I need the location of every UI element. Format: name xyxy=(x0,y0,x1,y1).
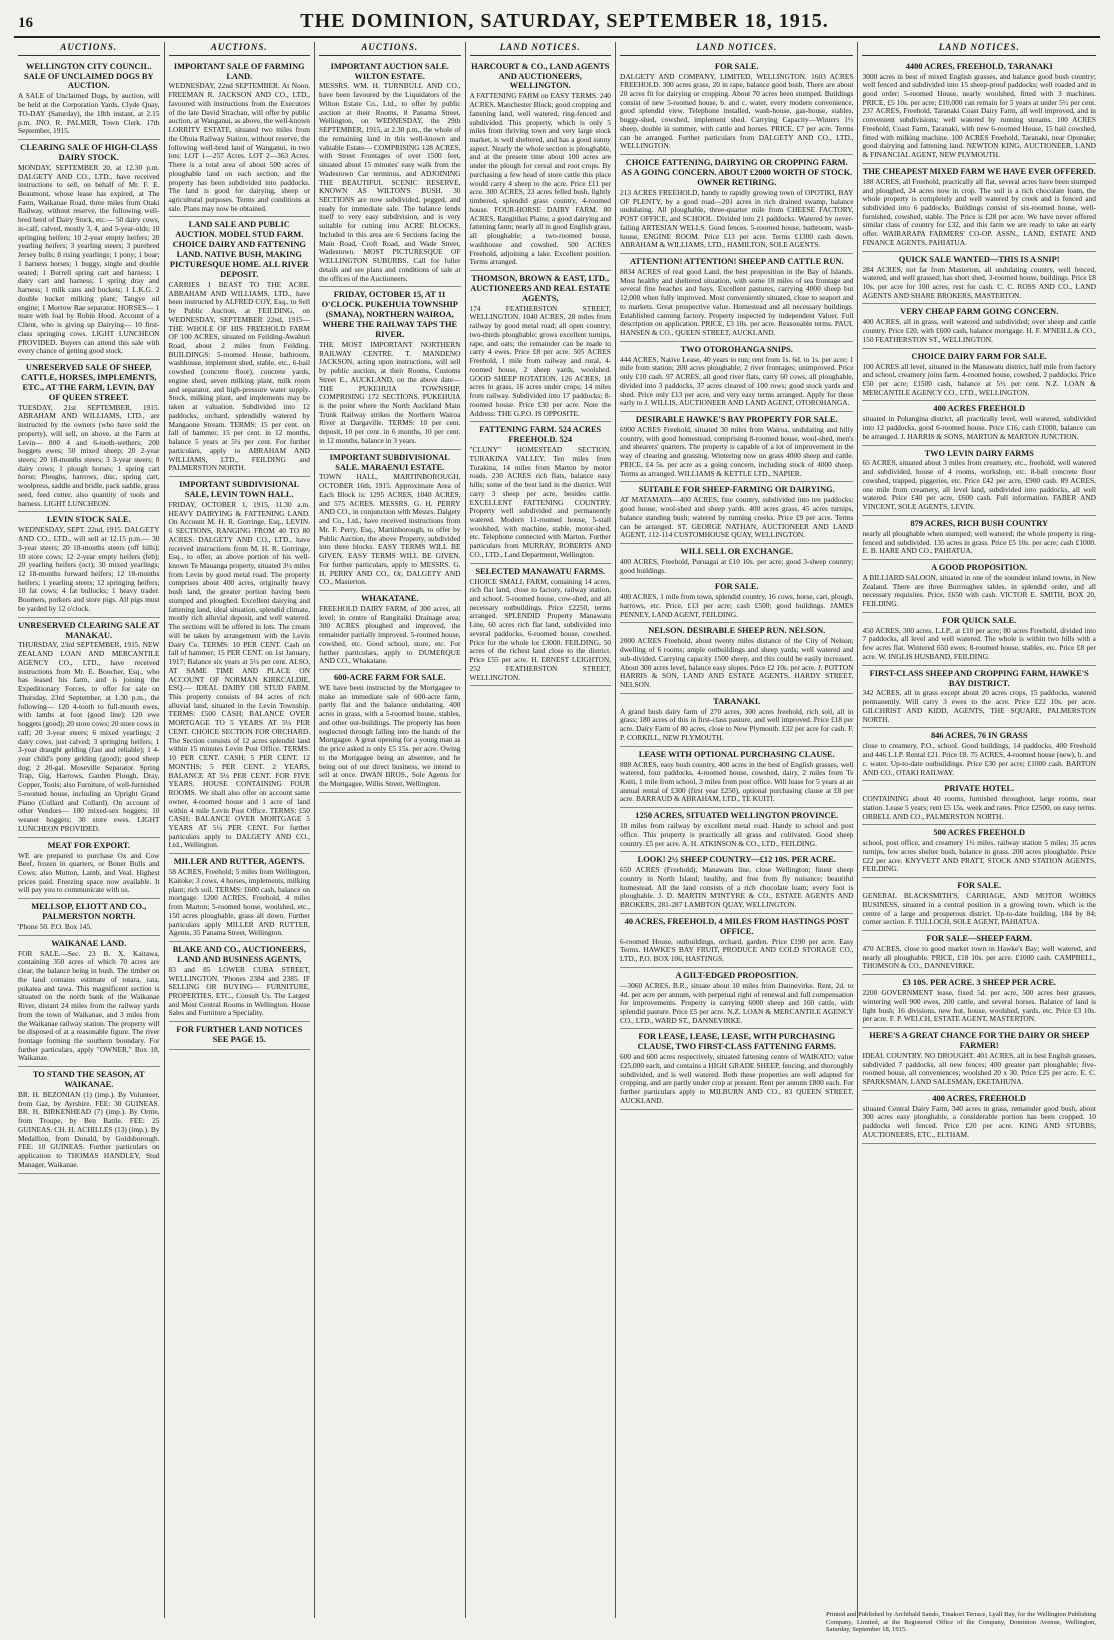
column-header: AUCTIONS. xyxy=(169,42,311,56)
classified-ad xyxy=(620,914,853,968)
ad-heading: FOR SALE. xyxy=(714,582,759,592)
classified-ad xyxy=(620,155,853,254)
classified-ad xyxy=(862,728,1095,781)
ad-heading: PRIVATE HOTEL. xyxy=(944,784,1015,794)
ad-body: 83 and 85 LOWER CUBA STREET, WELLINGTON. 'Phones 2384 and 2385. IF SELLING OR BUYING— FURNITURE, PROPERTIES, ETC., Consult Us. The Largest and Most Central Rooms in Wellington. House Sales and Furniture a Speciality. xyxy=(168,964,310,1018)
column-header: AUCTIONS. xyxy=(18,42,160,56)
ad-body: 3000 acres in best of mixed English grasses, and balance good bush country; well fenced and subdivided into 15 sheep-proof paddocks; well roaded and in good order; 5-roomed House, nearly woolshed, fitted with 3 machines. PRICE, £5 10s. per acre; £10,000 can remain for 5 years at under 5½ per cent. 237 ACRES, Freehold, Taranaki Coast Dairy Farm, all well improved, and in convenient subdivisions; well watered by running streams. 100 ACRES Freehold, Coast Farm, Taranaki, with new 6-roomed House, 15 bail cowshed, fitted with milking machine. 100 ACRES Freehold, Taranaki, near Opunake; good dairying and fattening land. NEWTON KING, AUCTIONEER, LAND & FINANCIAL AGENT, NEW PLYMOUTH. xyxy=(862,71,1096,160)
ad-heading: A GOOD PROPOSITION. xyxy=(931,562,1028,572)
ad-body: IDEAL COUNTRY. NO DROUGHT. 401 ACRES, all in best English grasses, subdivided 7 paddocks, all new fences; 400 greater part ploughable; five-roomed house, all conveniences; woolshed 20 x 30. Price £25 per acre. E. C. SPARKSMAN, LAND SALESMAN, EKETAHUNA. xyxy=(862,1050,1096,1087)
classified-ad xyxy=(862,781,1095,825)
classified-ad xyxy=(18,59,160,140)
classified-ad xyxy=(169,854,311,942)
page-number: 16 xyxy=(18,15,33,31)
ad-heading: 846 ACRES, 76 IN GRASS xyxy=(930,731,1028,741)
ad-heading: 4400 ACRES, FREEHOLD, TARANAKI xyxy=(905,61,1053,71)
ad-body: 6900 ACRES Freehold, situated 30 miles from Wairoa, undulating and hilly country, with good homestead, comprising 8-roomed house, wool-shed, men's and shearers' quarters. The property is capable of a lot of improvement in the way of clearing and grassing. Wintering now on grass 4000 sheep and cattle. PRICE, £4 5s. per acre as a going concern, including stock of 4000 sheep. Terms as arranged. WILLIAMS & KETTLE LTD., NAPIER. xyxy=(620,424,854,478)
ad-heading: £3 10S. PER ACRE. 3 SHEEP PER ACRE. xyxy=(902,978,1057,988)
ad-heading: LOOK! 2½ SHEEP COUNTRY—£12 10S. PER ACRE. xyxy=(637,855,836,865)
ad-body: A SALE of Unclaimed Dogs, by auction, will be held at the Corporation Yards, Clyde Quay, TO-DAY (Saturday), the 18th instant, at 2.15 p.m. JNO. R. PALMER, Town Clerk. 17th September, 1915. xyxy=(18,91,160,136)
newspaper-title: THE DOMINION, SATURDAY, SEPTEMBER 18, 1915. xyxy=(300,10,829,32)
column-6 xyxy=(858,42,1099,1618)
ad-body: 444 ACRES, Native Lease, 40 years to run; rent from 1s. 6d. to 1s. per acre; 1 mile from station; 200 acres ploughable; 2 river frontages; unimproved. Price only £10 cash. 97 ACRES, all good river flats, carry 60 cows, all ploughable, divided into 3 paddocks, 37 acres cleared of 100 rows; good stock yards and shed. Price only £13 per acre, and very easy terms arranged. Apply for these early to J. WILLIS, AUCTIONEER AND LAND AGENT, OTOROHANGA. xyxy=(620,354,854,408)
ad-heading: UNRESERVED SALE OF SHEEP, CATTLE, HORSES, IMPLEMENTS, ETC., AT THE FARM, LEVIN, DAY OF QUEEN STREET. xyxy=(21,362,157,402)
ad-heading: 40 ACRES, FREEHOLD, 4 MILES FROM HASTINGS POST OFFICE. xyxy=(624,916,849,936)
ad-heading: HARCOURT & CO., LAND AGENTS AND AUCTIONEERS, WELLINGTON. xyxy=(471,61,610,91)
classified-ad xyxy=(620,412,853,482)
classified-ad xyxy=(862,1091,1095,1144)
ad-heading: NELSON. DESIRABLE SHEEP RUN. NELSON. xyxy=(648,626,826,636)
classified-ad xyxy=(862,304,1095,348)
classified-ad xyxy=(620,1029,853,1109)
ad-body: 450 ACRES, 300 acres, L.I.P., at £10 per acre; 80 acres Freehold, divided into 7 paddocks, all level and well watered. The whole is within two hills with a few acres flat. Wintered 650 ewes; 8-roomed house, stables, etc. Price £8 per acre. W. INGLIS HUSBAND, FEILDING. xyxy=(862,625,1096,661)
classified-ad xyxy=(169,1022,311,1050)
ad-body: 400 ACRES, all in grass, well watered and subdivided; over sheep and cattle country. Price £20, with £600 cash, balance mortgage. H. F. M'NEILL & CO., 150 FEATHERSTON ST., WELLINGTON. xyxy=(862,317,1096,344)
ad-heading: BLAKE AND CO., AUCTIONEERS, LAND AND BUSINESS AGENTS, xyxy=(172,945,306,964)
ad-heading: FOR SALE. xyxy=(957,881,1002,891)
classified-ad xyxy=(620,852,853,914)
column-header: LAND NOTICES. xyxy=(620,42,853,56)
ad-heading: CHOICE DAIRY FARM FOR SALE. xyxy=(911,351,1047,361)
classified-ad xyxy=(620,808,853,852)
classified-ad xyxy=(862,446,1095,516)
ad-heading: LEASE WITH OPTIONAL PURCHASING CLAUSE. xyxy=(638,749,835,759)
classified-ad xyxy=(620,623,853,693)
classified-ad xyxy=(319,670,461,793)
printer-imprint: Printed and Published by Archibald Sando, Tinakori Terrace, Lyall Bay, for the Wellington Publishing Company, Limited, at the Registered Office of the Company, Dominion Avenue, Wellington, Saturday, September 18, 1915. xyxy=(826,1611,1096,1634)
ad-body: "CLUNY" HOMESTEAD SECTION, TURAKINA VALLEY. Ten miles from Turakina, 14 miles from Marton by motor roads. 230 ACRES rich flats, balance easy hills; some of the best land in the district. Will carry 3 sheep per acre, besides cattle. EXCELLENT FATTENING COUNTRY. Property well subdivided and permanently watered. Modern 11-roomed house, 5-stall woolshed, with machine, stable, motor-shed, etc. Telephone connected with Marton. Further particulars from MURRAY, ROBERTS AND CO., LTD., Land Department, Wellington. xyxy=(469,445,611,559)
column-5 xyxy=(616,42,858,1618)
classified-ad xyxy=(169,477,311,854)
classified-ad xyxy=(862,666,1095,729)
ad-heading: THOMSON, BROWN & EAST, LTD., AUCTIONEERS AND REAL ESTATE AGENTS, xyxy=(470,274,611,303)
ad-heading: MILLER AND RUTTER, AGENTS. xyxy=(173,857,305,867)
ad-body: 'Phone 50. P.O. Box 145. xyxy=(18,922,93,932)
classified-ad xyxy=(862,560,1095,613)
ad-heading: IMPORTANT SALE OF FARMING LAND. xyxy=(173,61,305,81)
ad-heading: TWO LEVIN DAIRY FARMS xyxy=(924,448,1034,458)
ad-heading: SUITABLE FOR SHEEP-FARMING OR DAIRYING. xyxy=(638,485,835,495)
ad-heading: TARANAKI. xyxy=(713,696,761,706)
column-1 xyxy=(14,42,165,1618)
ad-heading: FRIDAY, OCTOBER 15, AT 11 O'CLOCK. PUKEHUIA TOWNSHIP (SMANA), NORTHERN WAIROA, WHERE THE RAILWAY TAPS THE RIVER. xyxy=(321,290,458,339)
classified-ad xyxy=(862,613,1095,666)
classified-ad xyxy=(862,164,1095,252)
classified-ad xyxy=(620,59,853,156)
classified-ad xyxy=(319,591,461,670)
ad-heading: QUICK SALE WANTED—THIS IS A SNIP! xyxy=(898,254,1060,264)
classified-ad xyxy=(169,217,311,477)
classified-ad xyxy=(18,140,160,360)
classified-ad xyxy=(620,747,853,809)
ad-body: 600 and 600 acres respectively, situated fattening centre of WAIKATO; value £25,000 each, and contains a HIGH GRADE SHEEP, fencing, and thoroughly subdivided, and is well watered. Both these properties are well adapted for cropping, and are partly under crop at present. Rent per annum £800 each. For further particulars apply to MILBURN AND CO., 83 QUEEN STREET, AUCKLAND. xyxy=(620,1052,854,1105)
ad-heading: WAIKANAE LAND. xyxy=(51,938,127,948)
classified-ad xyxy=(169,942,311,1022)
ad-heading: WELLINGTON CITY COUNCIL. SALE OF UNCLAIMED DOGS BY AUCTION. xyxy=(23,61,154,91)
classified-ad xyxy=(18,838,160,900)
ad-heading: A GILT-EDGED PROPOSITION. xyxy=(675,970,798,980)
column-header: LAND NOTICES. xyxy=(470,42,612,56)
ad-heading: IMPORTANT AUCTION SALE. WILTON ESTATE. xyxy=(330,61,449,81)
classified-ad xyxy=(18,360,160,512)
ad-heading: FOR QUICK SALE. xyxy=(942,615,1017,625)
ad-body: DALGETY AND COMPANY, LIMITED, WELLINGTON. 1603 ACRES FREEHOLD. 300 acres grass, 20 in rape, balance good bush. There are about 20 acres fit for dairying or cropping. About 70 acres been stumped. Buildings consist of new 5-roomed house, b. and c. water, every modern convenience, good splendid view. Telephone installed, wash-house, gas-house, stables, buggy-shed, cowshed, implement shed. Carrying Capacity—Winters 1½ sheep, double in summer, with cattle and horses. PRICE, £7 per acre. Terms can be arranged. Further particulars from DALGETY AND CO., LTD., WELLINGTON. xyxy=(620,71,854,151)
ad-heading: IMPORTANT SUBDIVISIONAL SALE. MARAENUI ESTATE. xyxy=(329,452,450,472)
ad-heading: THE CHEAPEST MIXED FARM WE HAVE EVER OFFERED. xyxy=(862,166,1096,176)
ad-heading: VERY CHEAP FARM GOING CONCERN. xyxy=(900,307,1059,317)
classified-ad xyxy=(319,287,461,449)
ad-heading: TO STAND THE SEASON, AT WAIKANAE. xyxy=(32,1070,145,1090)
columns xyxy=(14,42,1100,1618)
ad-heading: ATTENTION! ATTENTION! SHEEP AND CATTLE RUN. xyxy=(629,256,844,266)
ad-body: 650 ACRES (Freehold), Manawatu line, close Wellington; finest sheep country in North Island; healthy, and free from fly nuisance; beautiful homestead. All the land consists of a rich chocolate loam; every foot is ploughable. J. D. MARTIN M'INTYRE & CO., ESTATE AGENTS AND BROKERS, 281-287 LAMBTON QUAY, WELLINGTON. xyxy=(620,865,854,910)
ad-heading: 500 ACRES FREEHOLD xyxy=(933,828,1026,838)
ad-heading: DESIRABLE HAWKE'S BAY PROPERTY FOR SALE. xyxy=(635,415,838,425)
ad-body: 58 ACRES, Freehold; 5 miles from Wellington, Kaitoke; 3 cows, 4 horses, implements, milking plant; rich soil. TERMS: £600 cash, balance on mortgage. 1200 ACRES, Freehold, 4 miles from Marton; 5-roomed house, woolshed, etc., 150 acres ploughable, grass all down. Further particulars apply MILLER AND RUTTER, Agents, 35 Panama Street, Wellington. xyxy=(168,867,310,938)
ad-body: THURSDAY, 23rd SEPTEMBER, 1915. NEW ZEALAND LOAN AND MERCANTILE AGENCY CO., LTD., have received instructions from Mr. E. Boocher, Esq., who has leased his farm, and is joining the Expeditionary Forces, to offer for sale on Thursday, 23rd September, at 1.30 p.m., the following— 120 4-tooth to full-mouth ewes, with lambs at foot (good line); 120 ewe hoggets (good); 20 store cows; 20 store cows in calf; 20 3-year steers; 6 mixed yearlings; 2 dairy cows, just calved; 3 springing heifers; 1 3-year draught gelding (fast and reliable); 1 4-year child's pony gelding (good); good sheep dog; 2 20-gal. Moseville Separator. Spring Trap, Gig, Harrows, Garden Plough, Dray, Copper, Tools; also Furniture, of well-furnished 5-roomed house, including an Upright Grand Piano (Collard and Collard). On account of other Vendors— 100 mixed-sex hoggets; 10 weaner hoggets; 30 store ewes. LIGHT LUNCHEON PROVIDED. xyxy=(18,640,160,833)
ad-body: 888 ACRES, easy bush country, 400 acres in the best of English grasses, well watered, four paddocks, 4-roomed house, cowshed, dairy, 2 miles from Te Kuiti, 1 mile from school, 3 miles from post office. Will lease for 5 years at an annual rental of £300 (first year £250), optional purchasing clause at £8 per acre. BARRAUD & ABRAHAM, LTD., TE KUITI. xyxy=(620,759,854,804)
ad-heading: WHAKATANE. xyxy=(360,594,419,604)
ad-heading: CHOICE FATTENING, DAIRYING OR CROPPING FARM. AS A GOING CONCERN. ABOUT £2000 WORTH OF STOCK. OWNER RETIRING. xyxy=(621,158,853,187)
ad-body: 470 ACRES, close to good market town in Hawke's Bay; well watered, and nearly all ploughable. PRICE, £18 10s. per acre. £1000 cash. CAMPBELL, THOMSON & CO., DANNEVIRKE. xyxy=(862,943,1096,971)
ad-body: close to creamery, P.O., school. Good buildings, 14 paddocks, 400 Freehold and 446 L.I.P. Rental £21. Price £8. 75 ACRES, 4-roomed house (new), h. and c. water. Up-to-date outbuildings. Price £30 per acre; £1000 cash. BARTON AND CO., OTAKI RAILWAY. xyxy=(862,741,1096,777)
classified-ad xyxy=(862,349,1095,402)
ad-heading: LEVIN STOCK SALE. xyxy=(46,515,131,525)
ad-heading: 400 ACRES, FREEHOLD xyxy=(932,1093,1027,1103)
ad-body: BR. H. BEZONIAN (1) (imp.). By Volunteer, from Gaz, by Ayrshire. FEE: 30 GUINEAS. BR. H. BIRKENHEAD (7) (imp.). By Orme, from Troupe, by Ben Battle. FEE: 25 GUINEAS. CH. H. ACHILLES (13) (imp.). By Medallion, from Donald, by Goldsborough. FEE: 10 GUINEAS. Further particulars on application to THOMAS HANDLEY, Stud Manager, Waikanae. xyxy=(18,1090,160,1169)
ad-body: TUESDAY, 21st SEPTEMBER, 1915. ABRAHAM AND WILLIAMS, LTD., are instructed by the owners (who have sold the property), will sell, on above, at the Farm at Levin— 800 4 and 6-tooth-wethers; 200 hoggets ewes; 50 mixed sheep; 20 2-year steers; 20 18-months steers; 3 3-year steers; 8 dairy cows; 1 plough horses; 1 spring cart horse; Ploughs, harrows, disc, spring cart, woolpress, saddle and bridle, pack saddle, grass seed, feed cutter, also quantity of tools and harness. LIGHT LUNCHEON. xyxy=(18,402,160,508)
classified-ad xyxy=(18,512,160,617)
ad-body: nearly all ploughable when stumped; well watered; the whole property is ring-fenced and subdivided. 135 acres in grass. Price £5 10s. per acre; cash £1000. E. B. HARE AND CO., PAHIATUA. xyxy=(862,528,1096,556)
ad-body: 174 FEATHERSTON STREET, WELLINGTON. 1040 ACRES, 28 miles from railway by good metal road; all open country; two-thirds ploughable; grows excellent turnips, rape, and oats; the remainder can be made to carry 4 ewes. Price £8 per acre. 505 ACRES Freehold, 1 mile from railway and rural, 4-roomed house, 2 sheep yards, woolshed. GOOD SHEEP ROTATION. 126 ACRES, 18 acres in grass, 16 acres under crops; 14 miles from railway. Subdivided into 17 paddocks; 8-roomed house. Price £30 per acre. Note the Address: THE G.P.O. IS OPPOSITE. xyxy=(469,303,611,418)
classified-ad xyxy=(862,931,1095,975)
ad-body: CONTAINING about 40 rooms, furnished throughout, large rooms, near station. Lease 5 years; rent £5 15s. week and rates. Price £2500, on easy terms. ORBELL AND CO., PALMERSTON NORTH. xyxy=(862,794,1096,821)
ad-body: situated Central Dairy Farm, 340 acres in grass, remainder good bush, about 300 acres easy ploughable, a considerable portion has been cropped. 10 paddocks well fenced. Price £20 per acre. KING AND STUBBS, AUCTIONEERS, ETC., ELTHAM. xyxy=(862,1103,1096,1139)
ad-heading: 600-ACRE FARM FOR SALE. xyxy=(333,673,446,683)
ad-body: 8834 ACRES of real good Land, the best proposition in the Bay of Islands. Most healthy and sheltered situation, with some 18 miles of sea frontage and several fine beaches and bays. Excellent pastures, carrying 4000 sheep but 12,000 when fully improved. Most conveniently situated, close to seaport and to markets. Great prospective value. Homestead and all necessary buildings. Established canning factory. Property inspected by independent Valuer. Full description on application. PRICE, £3 10s. per acre. Reasonable terms. PAUL HANSEN & CO., QUEEN STREET, AUCKLAND. xyxy=(620,266,854,338)
ad-body: situated in Pohangina district, all practically level, well watered, subdivided into 12 paddocks, good 6-roomed house. Price £16, cash £1000, balance can be arranged. J. HARRIS & SONS, MARTON & MARTON JUNCTION. xyxy=(862,414,1096,441)
classified-ad xyxy=(169,59,311,218)
classified-ad xyxy=(862,975,1095,1028)
ad-body: FRIDAY, OCTOBER 1, 1915, 11.30 a.m. HEAVY DAIRYING & FATTENING LAND. On Account M. H. R. Gorringe, Esq., LEVIN. 6 SECTIONS, RANGING FROM 40 TO 80 ACRES. DALGETY AND CO., LTD., have received instructions from M. H. R. Gorringe, Esq., to offer, as above portion of his well-known Te Mauanga property, situated 3½ miles from Levin by good metal road. The property comprises about 400 acres, originally heavy bush land, the greater portion having been stumped and ploughed. Excellent dairying and fattening land, ideal situation, splendid climate, mostly rich alluvial deposit, and well watered. The sections will be offered in lots. The cream will be taken by arrangement with the Levin Dairy Co. TERMS: 10 PER CENT. Cash on fall of hammer; 15 PER CENT. on 1st January, 1917; Balance six years at 5¼ per cent. ALSO, AT SAME TIME AND PLACE ON ACCOUNT OF NORMAN KIRKCALDIE, ESQ.— IDEAL DAIRY OR STUD FARM. This property consists of 84 acres of rich alluvial land, situated in the Levin Township. TERMS: £500 CASH; BALANCE OVER MORTGAGE TO 5 YEARS AT 5¼ PER CENT. CHOICE SECTION FOR ORCHARD. The Section consists of 12 acres splendid land within 15 minutes Levin Post Office. TERMS: 10 PER CENT. CASH; 5 PER CENT. 12 MONTHS; 5 PER CENT. 2 YEARS, BALANCE AT 5¼ PER CENT. FOR FIVE YEARS. HOUSE CONTAINING FOUR ROOMS. We shall also offer on account same owner, 4-roomed house and 1 acre of land within 4 mile Levin Post Office. TERMS: £50 CASH; BALANCE OVER MORTGAGE 5 YEARS AT 5¼ PER CENT. For further particulars apply to DALGETY AND CO., Ltd., Wellington. xyxy=(168,499,310,850)
ad-heading: FOR SALE. xyxy=(714,61,759,71)
classified-ad xyxy=(470,271,612,422)
ad-body: 100 ACRES all level, situated in the Manawatu district, half mile from factory and school, creamery joins farm. 4-roomed house, cowshed, 2 paddocks. Price £50 per acre; £1500 cash, balance at 5½ per cent. N.Z. LOAN & MERCANTILE AGENCY CO., LTD., WELLINGTON. xyxy=(862,361,1096,397)
ad-heading: 1250 ACRES, SITUATED WELLINGTON PROVINCE. xyxy=(635,811,839,821)
ad-body: 65 ACRES, situated about 3 miles from creamery, etc., freehold, well watered and subdivided, house of 4 rooms, workshop, etc. 8-ball concrete floor cowshed, trapped, piggeries, etc. Price £42 per acre, £900 cash. 89 ACRES, one mile from creamery, all level land, subdivided into paddocks, all well watered. Price £40 per acre, £600 cash. Full information. FABER AND VINCENT, SOLE AGENTS, LEVIN. xyxy=(862,458,1096,512)
ad-heading: TWO OTOROHANGA SNIPS. xyxy=(680,344,793,354)
ad-heading: IMPORTANT SUBDIVISIONAL SALE, LEVIN TOWN HALL. xyxy=(179,480,300,499)
classified-ad xyxy=(620,544,853,579)
ad-body: TOWN HALL, MARTINBOROUGH, OCTOBER 16th, 1915. Approximate Area of Each Block is: 1295 ACRES, 1040 ACRES, and 575 ACRES. MESSRS. G. H. PERRY AND CO., in conjunction with Messrs. Dalgety and Co., Ltd., have received instructions from Mr. F. Perry, Esq., Martinborough, to offer by Public Auction, the above Property, subdivided into three blocks. EASY TERMS WILL BE GIVEN. EASY TERMS WILL BE GIVEN. For further particulars, apply to MESSRS. G. H. PERRY AND CO., Or, DALGETY AND CO., Masterton. xyxy=(319,472,461,587)
classified-ad xyxy=(18,936,160,1067)
classified-ad xyxy=(319,450,461,591)
ad-body: CHOICE SMALL FARM, containing 14 acres, rich flat land, close to factory, railway station, and school. 5-roomed house, cow-shed, and all necessary outbuildings. Price £2250, terms arranged. SPLENDID Property Manawatu Line, 60 acres rich flat land, subdivided into several paddocks, 6-roomed house, cowshed. Price for the whole lot £3000. FEILDING, 50 acres of the richest land close to the district. Price £55 per acre. H. ERNEST LEIGHTON, 252 FEATHERSTON STREET, WELLINGTON. xyxy=(469,576,611,682)
column-4 xyxy=(466,42,617,1618)
column-3 xyxy=(315,42,466,1618)
ad-body: AT MATAMATA—400 ACRES, fine country, subdivided into ten paddocks; good house, wool-shed and sheep yards. 400 acres grass, 45 acres turnips, balance standing bush; watered by running creeks. Price £9 per acre. Terms can be arranged. ST. GEORGE NATHAN, AUCTIONEER AND LAND AGENT, 112-114 CUSTOMHOUSE QUAY, WELLINGTON. xyxy=(620,495,854,540)
ad-heading: HERE'S A GREAT CHANCE FOR THE DAIRY OR SHEEP FARMER! xyxy=(869,1031,1090,1050)
classified-ad xyxy=(319,59,461,288)
ad-body: 342 ACRES, all in grass except about 20 acres crops, 15 paddocks, watered permanently. Will carry 3 ewes to the acre. Price £22 10s. per acre. GILCHRIST AND KIDD, AGENTS, THE SQUARE, PALMERSTON NORTH. xyxy=(862,688,1096,724)
classified-ad xyxy=(18,899,160,936)
ad-body: FOR SALE.—Sec. 23 B. X. Kaitawa, containing 350 acres of which 70 acres are clear, the balance being in bush. The timber on the land contains estimate of totara, rata, pukatea and tawa. This magnificent section is situated on the north bank of the Waikanae River, distant 24 miles from the railway yards from the town of Waikanae, and 3 miles from the Waikanae railway station. The property will be disposed of at a reasonable figure. The river frontage forming the southern boundary. For further particulars, apply "OWNER," Box 18, Waikanae. xyxy=(18,948,160,1063)
ad-heading: 400 ACRES FREEHOLD xyxy=(933,404,1026,414)
classified-ad xyxy=(862,1028,1095,1091)
classified-ad xyxy=(862,825,1095,878)
classified-ad xyxy=(620,694,853,747)
ad-body: —3060 ACRES, B.R., situate about 10 miles from Dannevirke. Rent, 2d. to 4d. per acre per annum, with perpetual right of renewal and full compensation for improvements. Property is carrying 6000 sheep and 160 cattle, with splendid pasture. Price £5 per acre. N.Z. LOAN & MERCANTILE AGENCY CO., LTD., WARD ST., DANNEVIRKE. xyxy=(620,980,854,1025)
ad-body: 6-roomed House, outbuildings, orchard, garden. Price £190 per acre. Easy Terms. HAWKE'S BAY FRUIT, PRODUCE AND COLD STORAGE CO., LTD., P.O. BOX 106, HASTINGS. xyxy=(620,936,854,964)
classified-ad xyxy=(470,564,612,687)
classified-ad xyxy=(862,59,1095,164)
classified-ad xyxy=(470,422,612,563)
ad-body: A grand bush dairy farm of 270 acres, 300 acres freehold, rich soil, all in grass; 180 acres of this in first-class pasture, and well improved. Price £18 per acre. Dairy Farm of 80 acres, close to New Plymouth. £32 per acre for cash. F. P. CORKILL, NEW PLYMOUTH. xyxy=(620,706,854,742)
masthead xyxy=(14,10,1100,38)
ad-body: WEDNESDAY, 22nd SEPTEMBER. At Noon. FREEMAN R. JACKSON AND CO., LTD., favoured with instructions from the Executors of the late David Strachan, will offer by public auction, at Wanganui, as above, the well-known LORRITY ESTATE, situated two miles from the Ohuia Railway Station, without reserve, the following well-bred land of Wanganui, in two lots: LOT 1—257 Acres. LOT 2—363 Acres. There is a total area of about 500 acres of ploughable land on each section, and the property has been subdivided into paddocks. The land is good for dairying, sheep or agricultural purposes. Terms and conditions at sale. Plans may now be obtained. xyxy=(168,81,310,213)
ad-body: 2000 ACRES Freehold, about twenty miles distance of the City of Nelson; dwelling of 6 rooms; ample outbuildings and sheep yards; well watered and sub-divided. Carrying capacity 1500 sheep, and this could be easily increased. About 300 acres level, balance easy slopes. Price £2 10s. per acre. J. POTTON HARRIS & SON, LAND AND ESTATE AGENTS, HARDY STREET, NELSON. xyxy=(620,636,854,690)
classified-ad xyxy=(18,1067,160,1173)
ad-heading: MEAT FOR EXPORT. xyxy=(47,840,130,850)
ad-body: 2200 GOVERNMENT lease, fixed 5d. per acre, 500 acres best grasses, wintering well 900 ewes, 200 cattle, and several horses. Balance of land is light bush; 16 divisions, new hut, house, woolshed, yards, etc. Price £3 10s. per acre. F. P. WELCH, ESTATE AGENT, MASTERTON. xyxy=(862,988,1096,1024)
classified-ad xyxy=(620,482,853,544)
ad-body: 18 miles from railway by excellent metal road. Handy to school and post office. This property is practically all grass and cultivated. Good sheep country. £5 per acre. A. H. ATKINSON & CO., LTD., FEILDING. xyxy=(620,821,854,848)
ad-heading: SELECTED MANAWATU FARMS. xyxy=(475,566,606,576)
ad-body: 400 ACRES, 1 mile from town, splendid country, 16 cows, horse, cart, plough, harrows, etc. Price, £13 per acre; cash £500; good buildings. JAMES PENNEY, LAND AGENT, FEILDING. xyxy=(620,592,854,619)
classified-ad xyxy=(470,59,612,271)
ad-heading: FOR SALE—SHEEP FARM. xyxy=(926,934,1033,944)
ad-body: 188 ACRES, all Freehold, practically all flat, several acres have been stumped and ploughed, 24 acres now in crop. The soil is a rich chocolate loam, the whole property is completely and well watered by creek and is fenced and subdivided into 6 paddocks. Buildings consist of six-roomed house, well-furnished, cowshed, stable. The Price is £28 per acre. We have never offered similar class of country for £32, and this farm we are ready to take an early offer. WAIRARAPA FARMERS' CO-OP. ASSN., LAND, ESTATE AND FINANCE AGENTS, PAHIATUA. xyxy=(862,176,1096,247)
ad-heading: CLEARING SALE OF HIGH-CLASS DAIRY STOCK. xyxy=(20,143,158,162)
ad-body: A BILLIARD SALOON, situated in one of the soundest inland towns, in New Zealand. There are three Burroughes tables, in splendid order, and all necessary requisites. Price, £650 with cash. VICTOR E. SMITH, BOX 20, FEILDING. xyxy=(862,572,1096,609)
ad-body: A FATTENING FARM on EASY TERMS. 240 ACRES, Manchester Block; good cropping and fattening land, well watered, ring-fenced and subdivided. This property, which is only 5 miles from thriving town and very large stock market, is well sheltered, and has a good sunny aspect. Nearly the whole section is ploughable, and at the present time about 100 acres are under the plough for cereal and root crops. By purchasing a few head of store cattle this place would carry 4 sheep to the acre. Price £11 per acre. 300 ACRES, 23 acres felled bush, lightly timbered, splendid grass country, 4-roomed house. FOUR-HORSE DAIRY FARM. 80 ACRES, Rangitikei Plains; a good dairying and fattening farm; nearly all in good English grass, all ploughable; a two-roomed house, washhouse and cowshed. 500 ACRES Freehold, adjoining a lake. Excellent position. Terms arranged. xyxy=(469,91,611,267)
classified-ad xyxy=(620,342,853,412)
ad-body: WEDNESDAY, SEPT. 22nd, 1915. DALGETY AND CO., LTD., will sell at 12.15 p.m.— 30 3-year steers; 20 18-months steers (off hills); 10 store cows; 12 2-year empty heifers (feb); 20 yearling heifers (oct); 30 mixed yearlings; 12 18-months forward heifers; 12 18-months heifers; 1 yearling steers; 12 springing heifers; 10 fat cows; 4 fat bullocks; 1 heavy trader. Boomers, porkers and store pigs. All pigs must be yarded by 12 o'clock. xyxy=(18,525,160,613)
ad-body: 284 ACRES, not far from Masterton, all undulating country, well fenced, watered, and well grassed; has short shed, 3-roomed house, buildings. Price £8 10s. per acre for 100 acres, rest for cash. C. C. ROSS AND CO., LAND AGENTS AND SHARE BROKERS, MASTERTON. xyxy=(862,264,1096,300)
ad-body: THE MOST IMPORTANT NORTHERN RAILWAY CENTRE. T. MANDENO JACKSON, acting upon instructions, will sell by public auction, at their Rooms, Customs Street E., AUCKLAND, on the above date— THE PUKEHUIA TOWNSHIP, COMPRISING 172 SECTIONS. PUKEHUIA is the point where the North Auckland Main Trunk Railway strikes the Northern Wairoa River at Dargaville. TERMS: 10 per cent. deposit, 10 per cent. in 6 months, 10 per cent. in 12 months, balance in 3 years. xyxy=(319,339,461,445)
ad-heading: FOR FURTHER LAND NOTICES SEE PAGE 15. xyxy=(176,1025,303,1045)
classified-ad xyxy=(862,878,1095,931)
ad-heading: WILL SELL OR EXCHANGE. xyxy=(680,546,794,556)
ad-body: GENERAL BLACKSMITH'S, CARRIAGE, AND MOTOR WORKS BUSINESS, situated in a central position in a growing town, which is the centre of a large and prosperous district. Up-to-date building, 184 by 84; corner section. F. TULLOCH, SOLE AGENT, PAHIATUA. xyxy=(862,891,1096,927)
ad-body: 400 ACRES, Freehold, Puruagai at £10 10s. per acre; good 3-sheep country; good buildings. xyxy=(620,556,854,575)
ad-body: school, post office, and creamery 1½ miles, railway station 5 miles; 35 acres turnips, few acres shelter bush, balance in grass. 200 acres ploughable. Price £22 per acre. KNYVETT AND PRATT, STOCK AND STATION AGENTS, FEILDING. xyxy=(862,838,1096,874)
ad-heading: MELLSOP, ELIOTT AND CO., PALMERSTON NORTH. xyxy=(31,902,147,922)
ad-body: MESSRS. WM. H. TURNBULL AND CO., have been favoured by the Liquidators of the Wilton Estate Co., Ltd., to offer by public auction at their Rooms, 8 Panama Street, Wellington, on WEDNESDAY, the 29th SEPTEMBER, 1915, at 2.30 p.m., the whole of the remaining land in this well-known and valuable Estate— COMPRISING 128 ACRES, with Street Frontages of over 1500 feet, situated about 15 minutes' easy walk from the Wadestown Car terminus, and ADJOINING THE BEAUTIFUL SCENIC RESERVE, KNOWN AS WILTON'S BUSH. 30 SECTIONS are now subdivided, pegged, and ready for immediate sale. The balance lends itself to very easy subdivision, and is very suitable for cutting into ACRE BLOCKS. Included in this area are 6 Sections facing the Main Road, Croft Road, and Wade Street, Wadestown. MOST PICTURESQUE OF WELLINGTON SUBURBS. Call for fuller details and see plans and conditions of sale at the offices of the Auctioneers. xyxy=(319,81,461,283)
classified-ad xyxy=(862,516,1095,560)
classified-ad xyxy=(18,618,160,838)
classified-ad xyxy=(862,252,1095,305)
column-header: LAND NOTICES. xyxy=(862,42,1095,56)
ad-heading: FATTENING FARM. 524 ACRES FREEHOLD. 524 xyxy=(479,425,602,445)
column-header: AUCTIONS. xyxy=(319,42,461,56)
classified-ad xyxy=(620,254,853,342)
ad-body: 213 ACRES FREEHOLD, handy to rapidly growing town of OPOTIKI, BAY OF PLENTY, by a good road—201 acres in rich drained swamp, balance undulating. All ploughable, three-quarter mile from CHEESE FACTORY, POST OFFICE, and SCHOOL. Divided into 21 paddocks. Watered by never-failing ARTESIAN WELLS. Good fences. 5-roomed house, bathroom, wash-house, ENGINE ROOM. Price £13 per acre. Terms £1300 cash down. ABRAHAM & WILLIAMS, LTD., HAMILTON, SOLE AGENTS. xyxy=(620,187,854,250)
classified-ad xyxy=(620,579,853,623)
ad-body: WE have been instructed by the Mortgagee to make an immediate sale of 600-acre farm, partly flat and the balance undulating. 400 acres in grass, with a 5-roomed house, stables, and other out-buildings. The property has been neglected through falling into the hands of the Mortgagee. A great opening for a young man as the price asked is only £5 15s. per acre. Owing to the Mortgagee being an absentee, and he being out of our direct business, we intend to sell at once. DWAN BROS., Sole Agents for the Mortgagee, Willis Street, Wellington. xyxy=(319,682,461,789)
classified-ad xyxy=(620,968,853,1030)
ad-heading: 879 ACRES, RICH BUSH COUNTRY xyxy=(910,518,1049,528)
ad-body: CARRIES 1 BEAST TO THE ACRE. ABRAHAM AND WILLIAMS, LTD., have been instructed by ALFRED COY, Esq., to Sell by Public Auction, at FEILDING, on WEDNESDAY, SEPTEMBER 22nd, 1915— THE WHOLE OF HIS FREEHOLD FARM OF 100 ACRES, situated on Feilding-Awahuri Road, about 2 miles from Feilding. BUILDINGS: 5-roomed House, bathroom, washhouse, implement shed, stable, etc., 6-bail cowshed (concrete floor), concrete yards, engine shed, seven milking plant, milk room and separator, and high-pressure water supply. Stock, milking plant, and implements may be taken at valuation. Subdivided into 12 paddocks, orchard, splendidly watered by Mangaone Stream. TERMS: 15 per cent. on fall of hammer, 15 per cent. in 12 months, balance 5 years at 5¼ per cent. For further particulars, apply to ABRAHAM AND WILLIAMS, LTD., FEILDING and PALMERSTON NORTH. xyxy=(168,279,310,473)
ad-body: WE are prepared to purchase Ox and Cow Beef, frozen in quarters, or Boner Bulls and Cows; also Mutton, Lamb, and Veal. Highest prices paid. Freezing space now available. It will pay you to communicate with us. xyxy=(18,850,160,895)
ad-heading: FOR LEASE, LEASE, LEASE, WITH PURCHASING CLAUSE, TWO FIRST-CLASS FATTENING FARMS. xyxy=(637,1032,836,1052)
ad-heading: FIRST-CLASS SHEEP AND CROPPING FARM, HAWKE'S BAY DISTRICT. xyxy=(869,668,1089,688)
column-2 xyxy=(165,42,316,1618)
ad-heading: UNRESERVED CLEARING SALE AT MANAKAU. xyxy=(18,620,160,640)
ad-body: MONDAY, SEPTEMBER 20, at 12.30 p.m. DALGETY AND CO., LTD., have received instructions to sell, on behalf of Mr. F. E. Beaumont, whose lease has expired, at The Farm, Waikanae Road, three miles from Otaki Railway, without reserve, the following well-bred herd of Dairy Stock, etc.— 50 dairy cows, in-calf, calved, mostly 3, 4, and 5-year-olds; 10 springing heifers; 10 2-year empty heifers; 20 yearling heifers; 3 yearling steers; 3 purebred Jersey bulls; 8 rising yearlings; 1 pony; 1 boar; 1 harness horses; 1 buggy, single and double seated; 1 Burrell spring cart and harness; 1 dairy cart and harness; 1 spring dray and harness; 1 milk cans and buckets; 1 L.K.G. 2 double bucket milking plant; Tangye oil engine; 1 Morrow Rae separator. HORSES— 1 mare with foal by Robin Hood. Account of a Client, who is giving up Dairying— 10 first-class springing cows. LIGHT LUNCHEON PROVIDED. Buyers can attend this sale with every chance of getting good stock. xyxy=(18,162,160,356)
ad-body: FREEHOLD DAIRY FARM, of 300 acres, all level; in centre of Rangitaiki Drainage area; 300 ACRES ploughed and improved, the remainder partially improved. 5-roomed house, cowshed, etc. Good school, store, etc. For further particulars, apply to DUMERQUE AND CO., Whakatane. xyxy=(319,603,461,666)
classified-ad xyxy=(862,401,1095,445)
ad-heading: LAND SALE AND PUBLIC AUCTION. MODEL STUD FARM. CHOICE DAIRY AND FATTENING LAND. NATIVE BUSH, MAKING PICTURESQUE HOME. ALL RIVER DEPOSIT. xyxy=(169,220,309,279)
